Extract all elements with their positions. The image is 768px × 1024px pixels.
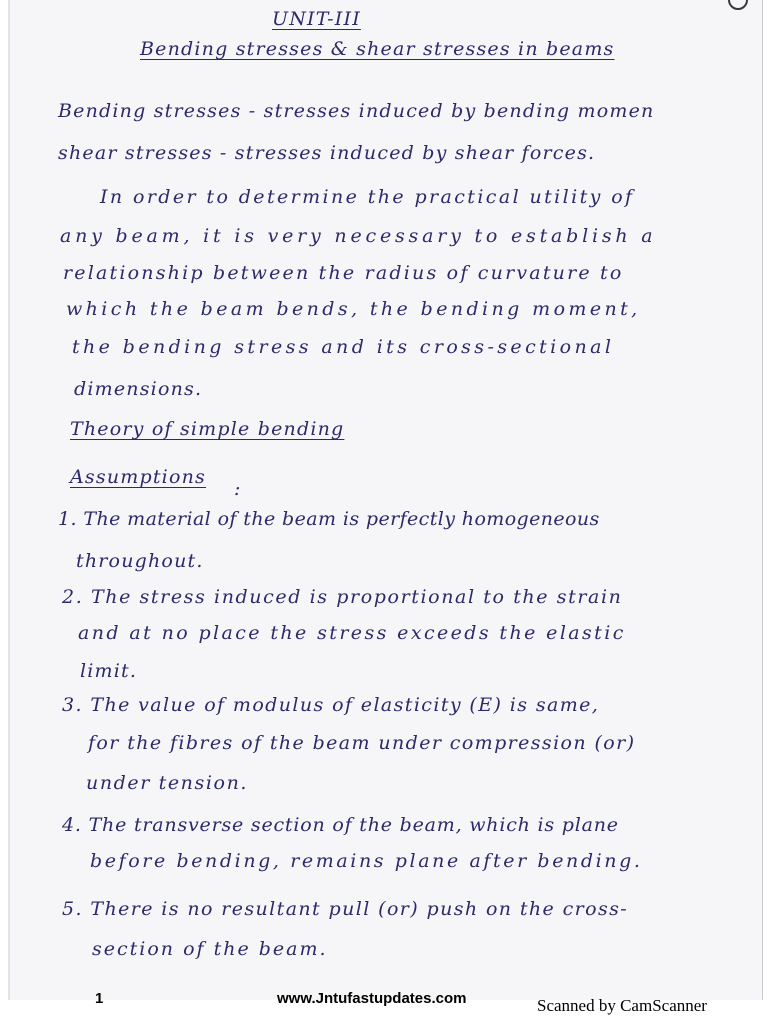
definition-shear: shear stresses - stresses induced by shear forces.: [58, 142, 596, 164]
assumptions-heading: Assumptions: [70, 466, 206, 488]
definition-bending: Bending stresses - stresses induced by bending momen: [58, 100, 655, 122]
paragraph-line: the bending stress and its cross-sectional: [72, 336, 615, 358]
assumption-item: 5. There is no resultant pull (or) push on the cross-: [62, 898, 629, 920]
corner-mark-icon: [728, 0, 748, 10]
page-number: 1: [95, 990, 104, 1007]
assumption-item: and at no place the stress exceeds the elastic: [78, 622, 626, 644]
section-heading: Theory of simple bending: [70, 418, 345, 440]
unit-heading: UNIT-III: [272, 8, 361, 30]
assumption-item: 1. The material of the beam is perfectly homogeneous: [58, 508, 600, 530]
paragraph-line: any beam, it is very necessary to establish a: [60, 225, 657, 247]
scanner-watermark: Scanned by CamScanner: [537, 996, 707, 1015]
assumption-item: for the fibres of the beam under compression (or): [88, 732, 636, 754]
assumption-item: limit.: [80, 660, 138, 682]
page-title: Bending stresses & shear stresses in beams: [140, 38, 615, 60]
assumption-item: 4. The transverse section of the beam, which is plane: [62, 814, 619, 836]
paragraph-line: In order to determine the practical utility of: [100, 186, 635, 208]
assumption-item: 2. The stress induced is proportional to the strain: [62, 586, 623, 608]
assumption-item: throughout.: [76, 550, 204, 572]
assumption-item: under tension.: [86, 772, 249, 794]
assumption-item: section of the beam.: [92, 938, 328, 960]
assumption-item: 3. The value of modulus of elasticity (E) is same,: [62, 694, 600, 716]
assumptions-colon: :: [234, 478, 242, 500]
website-link[interactable]: www.Jntufastupdates.com: [277, 990, 467, 1007]
paragraph-line: which the beam bends, the bending moment,: [66, 298, 641, 320]
paragraph-line: relationship between the radius of curvature to: [63, 262, 624, 284]
paragraph-line: dimensions.: [74, 378, 203, 400]
assumption-item: before bending, remains plane after bending.: [90, 850, 643, 872]
